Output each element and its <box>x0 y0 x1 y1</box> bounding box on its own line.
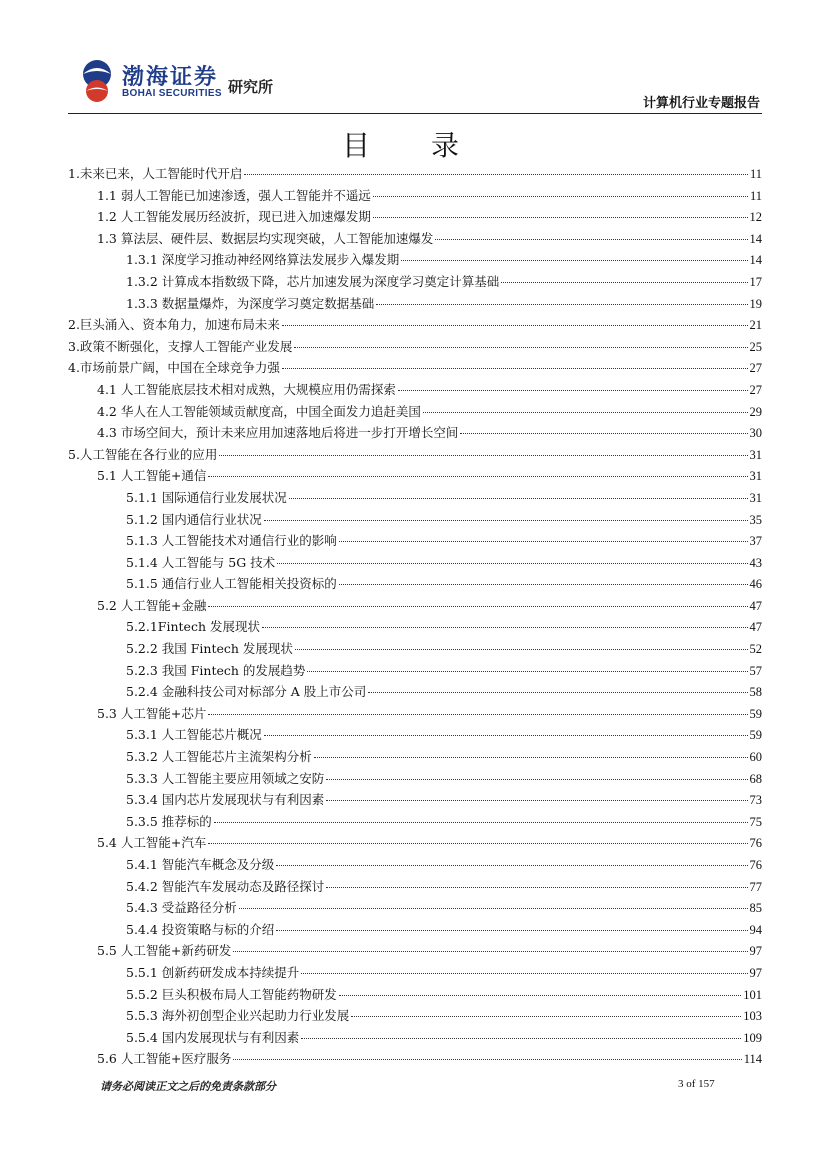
dot-leader <box>294 346 747 348</box>
bohai-logo-icon <box>78 58 116 104</box>
toc-entry-page: 11 <box>749 167 762 181</box>
toc-entry-page: 97 <box>749 944 762 959</box>
toc-entry[interactable] <box>68 531 762 553</box>
toc-entry-label: 5.4.4 投资策略与标的介绍 <box>126 921 275 937</box>
toc-entry[interactable] <box>68 769 762 791</box>
toc-entry-label: 5.1.1 国际通信行业发展状况 <box>126 489 287 505</box>
dot-leader <box>239 907 748 909</box>
toc-entry-label: 5.1.3 人工智能技术对通信行业的影响 <box>126 533 337 549</box>
dot-leader <box>373 216 748 218</box>
toc-entry[interactable] <box>68 985 762 1007</box>
toc-entry[interactable] <box>68 725 762 747</box>
toc-entry-page: 21 <box>749 318 762 333</box>
dot-leader <box>423 411 748 413</box>
toc-entry-page: 47 <box>749 620 762 635</box>
toc-entry[interactable] <box>68 229 762 251</box>
toc-entry-label: 1.1 弱人工智能已加速渗透，强人工智能并不遥远 <box>97 187 371 203</box>
toc-entry[interactable] <box>68 358 762 380</box>
toc-entry-label: 5.3.1 人工智能芯片概况 <box>126 727 262 743</box>
toc-entry-page: 73 <box>749 793 762 808</box>
institute-label: 研究所 <box>228 78 274 96</box>
dot-leader <box>326 778 747 780</box>
toc-entry[interactable] <box>68 1006 762 1028</box>
toc-entry-page: 37 <box>749 534 762 549</box>
toc-entry-label: 1.3.3 数据量爆炸，为深度学习奠定数据基础 <box>126 295 375 311</box>
page-header <box>68 58 762 113</box>
toc-entry-page: 109 <box>743 1030 762 1045</box>
toc-entry[interactable] <box>68 639 762 661</box>
dot-leader <box>314 756 748 758</box>
toc-entry[interactable] <box>68 833 762 855</box>
toc-entry[interactable] <box>68 1028 762 1050</box>
toc-entry-page: 76 <box>749 858 762 872</box>
dot-leader <box>501 281 747 283</box>
toc-entry-page: 17 <box>749 274 762 289</box>
toc-entry-page: 76 <box>749 836 762 851</box>
toc-entry-page: 97 <box>749 965 762 980</box>
toc-entry-page: 29 <box>749 404 762 419</box>
toc-entry[interactable] <box>68 617 762 639</box>
toc-entry-page: 43 <box>749 555 762 570</box>
dot-leader <box>376 303 747 305</box>
toc-entry-page: 57 <box>749 663 762 678</box>
toc-entry-label: 5.3.4 国内芯片发展现状与有利因素 <box>126 792 325 808</box>
dot-leader <box>368 691 747 693</box>
toc-entry-label: 5.2.3 我国 Fintech 的发展趋势 <box>126 662 306 678</box>
toc-entry[interactable] <box>68 445 762 467</box>
toc-entry-page: 94 <box>749 922 762 937</box>
dot-leader <box>233 950 747 952</box>
dot-leader <box>339 994 741 996</box>
toc-entry[interactable] <box>68 553 762 575</box>
toc-entry-page: 31 <box>749 490 762 505</box>
toc-title: 目 录 <box>342 129 485 162</box>
dot-leader <box>208 605 747 607</box>
toc-entry-label: 5.2.2 我国 Fintech 发展现状 <box>126 641 293 657</box>
toc-entry[interactable] <box>68 790 762 812</box>
dot-leader <box>339 583 748 585</box>
toc-entry[interactable] <box>68 207 762 229</box>
toc-entry-page: 31 <box>749 447 762 462</box>
toc-entry[interactable] <box>68 877 762 899</box>
toc-entry-label: 5.5.4 国内发展现状与有利因素 <box>126 1029 300 1045</box>
dot-leader <box>351 1015 741 1017</box>
dot-leader <box>244 173 748 175</box>
toc-entry[interactable] <box>68 294 762 316</box>
toc-entry-page: 11 <box>749 188 762 203</box>
dot-leader <box>208 713 747 715</box>
toc-entry[interactable] <box>68 250 762 272</box>
toc-entry-page: 68 <box>749 771 762 786</box>
dot-leader <box>398 389 748 391</box>
toc-entry-label: 5.5.2 巨头积极布局人工智能药物研发 <box>126 986 337 1002</box>
toc-entry[interactable] <box>68 596 762 618</box>
dot-leader <box>326 886 747 888</box>
toc-entry[interactable] <box>68 510 762 532</box>
toc-entry-label: 5.4 人工智能+汽车 <box>97 835 207 851</box>
dot-leader <box>264 519 748 521</box>
dot-leader <box>264 734 748 736</box>
dot-leader <box>277 562 747 564</box>
toc-entry[interactable] <box>68 682 762 704</box>
brand-name-en: BOHAI SECURITIES <box>122 88 222 99</box>
toc-entry-page: 14 <box>749 231 762 246</box>
toc-entry-label: 5.5.3 海外初创型企业兴起助力行业发展 <box>126 1008 350 1024</box>
toc-entry-label: 5.3.5 推荐标的 <box>126 813 212 829</box>
toc-entry-page: 75 <box>749 814 762 829</box>
toc-entry-label: 4.2 华人在人工智能领域贡献度高，中国全面发力追赶美国 <box>97 403 421 419</box>
dot-leader <box>339 540 748 542</box>
dot-leader <box>282 367 748 369</box>
toc-entry-page: 58 <box>749 685 762 700</box>
toc-entry-label: 5.3.2 人工智能芯片主流架构分析 <box>126 749 312 765</box>
toc-entry[interactable] <box>68 704 762 726</box>
toc-entry-label: 5.2 人工智能+金融 <box>97 597 207 613</box>
toc-entry[interactable] <box>68 963 762 985</box>
toc-entry-label: 1.未来已来，人工智能时代开启 <box>68 166 243 181</box>
toc-entry[interactable] <box>68 315 762 337</box>
toc-entry-page: 52 <box>749 642 762 657</box>
toc-entry-label: 1.3.2 计算成本指数级下降，芯片加速发展为深度学习奠定计算基础 <box>126 273 500 289</box>
toc-entry-label: 5.人工智能在各行业的应用 <box>68 446 218 462</box>
toc-entry-label: 5.2.1Fintech 发展现状 <box>126 619 260 635</box>
dot-leader <box>301 972 747 974</box>
disclaimer-text: 请务必阅读正文之后的免责条款部分 <box>100 1080 276 1093</box>
toc-entry-label: 3.政策不断强化，支撑人工智能产业发展 <box>68 338 293 354</box>
toc-entry[interactable] <box>68 380 762 402</box>
toc-entry-label: 5.5.1 创新药研发成本持续提升 <box>126 964 300 980</box>
dot-leader <box>401 259 747 261</box>
toc-entry[interactable] <box>68 423 762 445</box>
dot-leader <box>282 324 748 326</box>
dot-leader <box>307 670 747 672</box>
dot-leader <box>276 929 747 931</box>
toc-entry-label: 1.3 算法层、硬件层、数据层均实现突破，人工智能加速爆发 <box>97 230 434 246</box>
toc-entry-label: 5.1.5 通信行业人工智能相关投资标的 <box>126 576 337 592</box>
toc-entry[interactable] <box>68 574 762 596</box>
toc-entry[interactable] <box>68 812 762 834</box>
toc-entry-page: 77 <box>749 879 762 894</box>
toc-entry-label: 5.5 人工智能+新药研发 <box>97 943 232 959</box>
page-indicator: 3 of 157 <box>678 1078 715 1090</box>
toc-entry-page: 19 <box>749 296 762 311</box>
toc-entry-page: 59 <box>749 728 762 743</box>
toc-entry-page: 35 <box>749 512 762 527</box>
toc-entry[interactable] <box>68 898 762 920</box>
dot-leader <box>262 626 748 628</box>
dot-leader <box>276 864 747 866</box>
toc-entry[interactable] <box>68 941 762 963</box>
dot-leader <box>373 195 748 197</box>
toc-entry-label: 2.巨头涌入、资本角力，加速布局未来 <box>68 317 280 333</box>
header-divider <box>68 113 762 114</box>
toc-entry[interactable] <box>68 661 762 683</box>
toc-entry-page: 14 <box>749 253 762 268</box>
toc-entry-page: 46 <box>749 577 762 592</box>
toc-entry-page: 60 <box>749 750 762 765</box>
toc-entry[interactable] <box>68 402 762 424</box>
dot-leader <box>208 475 747 477</box>
toc-entry[interactable] <box>68 337 762 359</box>
toc-entry-label: 5.1.4 人工智能与 5G 技术 <box>126 554 276 570</box>
toc-entry-label: 5.4.1 智能汽车概念及分级 <box>126 857 275 872</box>
toc-entry-label: 5.4.3 受益路径分析 <box>126 900 237 916</box>
toc-entry[interactable] <box>68 920 762 942</box>
toc-entry-page: 59 <box>749 706 762 721</box>
toc-entry-page: 85 <box>749 901 762 916</box>
toc-entry-label: 5.1 人工智能+通信 <box>97 468 207 484</box>
toc-entry-label: 4.市场前景广阔，中国在全球竞争力强 <box>68 360 280 376</box>
toc-entry-page: 47 <box>749 598 762 613</box>
toc-entry-label: 4.1 人工智能底层技术相对成熟，大规模应用仍需探索 <box>97 381 396 397</box>
toc-entry[interactable] <box>68 747 762 769</box>
toc-entry[interactable] <box>68 272 762 294</box>
toc-entry-label: 1.2 人工智能发展历经波折，现已进入加速爆发期 <box>97 209 371 225</box>
toc-entry-label: 4.3 市场空间大，预计未来应用加速落地后将进一步打开增长空间 <box>97 425 459 441</box>
toc-entry-label: 5.3.3 人工智能主要应用领域之安防 <box>126 770 325 786</box>
toc-entry[interactable] <box>68 466 762 488</box>
toc-entry-page: 103 <box>743 1009 762 1024</box>
toc-entry-page: 101 <box>743 987 762 1002</box>
dot-leader <box>295 648 748 650</box>
toc-entry[interactable] <box>68 186 762 208</box>
toc-entry-label: 1.3.1 深度学习推动神经网络算法发展步入爆发期 <box>126 252 400 268</box>
toc-entry-label: 5.6 人工智能+医疗服务 <box>97 1051 232 1067</box>
dot-leader <box>435 238 747 240</box>
dot-leader <box>301 1037 741 1039</box>
table-of-contents <box>68 164 762 1071</box>
dot-leader <box>233 1058 741 1060</box>
toc-entry-page: 114 <box>743 1052 762 1067</box>
dot-leader <box>289 497 748 499</box>
dot-leader <box>208 842 747 844</box>
toc-entry-page: 27 <box>749 382 762 397</box>
toc-entry-label: 5.1.2 国内通信行业状况 <box>126 511 262 527</box>
toc-entry-label: 5.2.4 金融科技公司对标部分 A 股上市公司 <box>126 684 367 700</box>
dot-leader <box>460 432 747 434</box>
toc-entry-page: 31 <box>749 469 762 484</box>
toc-entry-page: 12 <box>749 210 762 225</box>
dot-leader <box>214 821 748 823</box>
report-type: 计算机行业专题报告 <box>642 96 760 111</box>
toc-entry[interactable] <box>68 164 762 186</box>
toc-entry-label: 5.4.2 智能汽车发展动态及路径探讨 <box>126 878 325 894</box>
toc-entry-page: 25 <box>749 339 762 354</box>
brand-name-cn: 渤海证券 <box>122 65 219 90</box>
dot-leader <box>219 454 747 456</box>
toc-entry[interactable] <box>68 855 762 877</box>
toc-entry-page: 27 <box>749 361 762 376</box>
toc-entry-page: 30 <box>749 426 762 441</box>
toc-entry[interactable] <box>68 1049 762 1071</box>
toc-entry-label: 5.3 人工智能+芯片 <box>97 705 207 721</box>
toc-entry[interactable] <box>68 488 762 510</box>
dot-leader <box>326 799 747 801</box>
